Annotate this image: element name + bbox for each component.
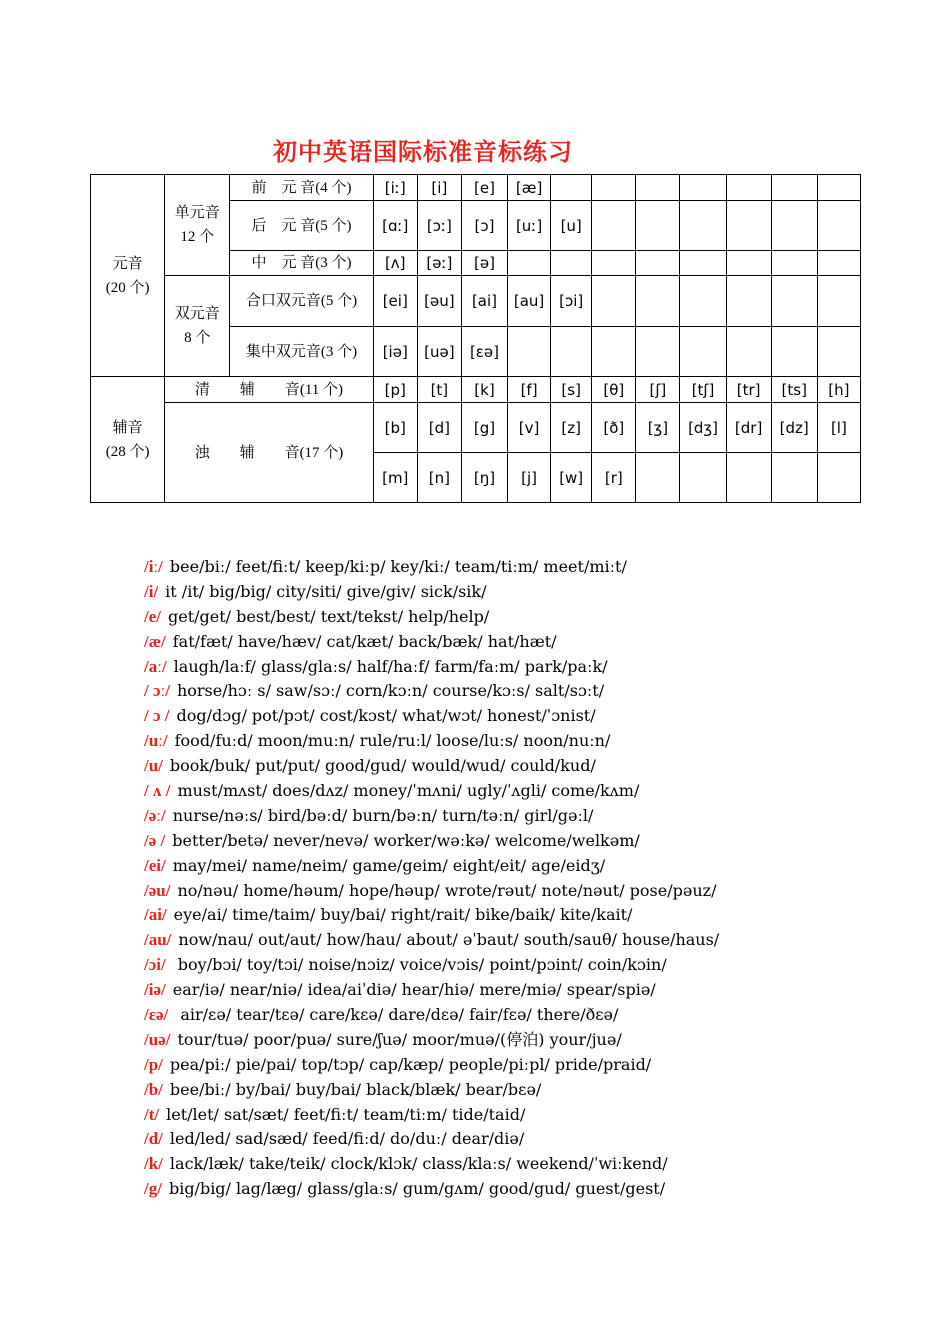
example-words: ear/iə/ near/niə/ idea/aiˈdiə/ hear/hiə/ mere/miə/ spear/spiə/	[172, 980, 656, 1000]
phoneme-symbol: /u/	[144, 756, 163, 776]
phonetic-symbol-cell	[771, 201, 817, 251]
practice-line	[144, 1127, 719, 1152]
phonetic-symbol-cell: [g]	[461, 403, 507, 453]
phonetic-symbol-cell	[636, 175, 680, 201]
example-words: led/led/ sad/sæd/ feed/fiːd/ do/duː/ dear/diə/	[169, 1129, 525, 1149]
phonetic-symbol-cell: [p]	[373, 377, 417, 403]
practice-line	[144, 1078, 719, 1103]
phoneme-symbol: /iə/	[144, 980, 166, 1000]
phonetic-symbol-cell	[680, 276, 726, 327]
phonetic-symbol-cell: [ɔː]	[417, 201, 461, 251]
phonetic-symbol-cell: [r]	[592, 453, 636, 503]
practice-line	[144, 829, 719, 854]
phoneme-symbol: /aː/	[144, 656, 167, 676]
table-row	[91, 377, 861, 403]
phonetic-symbol-cell: [b]	[373, 403, 417, 453]
phonetic-symbol-cell: [u]	[551, 201, 592, 251]
phonetic-symbol-cell: [ɔi]	[551, 276, 592, 327]
phoneme-symbol: / ɔ /	[144, 706, 170, 726]
practice-lines	[144, 555, 719, 1202]
phoneme-symbol: /i/	[144, 581, 159, 601]
phonetic-symbol-cell: [əː]	[417, 251, 461, 276]
phonetic-symbol-cell: [ʌ]	[373, 251, 417, 276]
phonetic-symbol-cell: [ʒ]	[636, 403, 680, 453]
row-label: 清 辅 音(11 个)	[165, 377, 374, 403]
phonetic-symbol-cell	[592, 251, 636, 276]
phonetic-symbol-cell	[726, 175, 771, 201]
practice-line	[144, 605, 719, 630]
phonetic-symbol-cell	[551, 251, 592, 276]
phonetic-symbol-cell: [i]	[417, 175, 461, 201]
row-label: 前 元 音(4 个)	[230, 175, 373, 201]
phonetic-symbol-cell	[680, 327, 726, 377]
phonetic-symbol-cell: [ei]	[373, 276, 417, 327]
practice-line	[144, 1152, 719, 1177]
example-words: tour/tuə/ poor/puə/ sure/ʃuə/ moor/muə/(停泊) your/juə/	[177, 1029, 622, 1049]
practice-line	[144, 555, 719, 580]
phonetic-symbol-cell	[771, 327, 817, 377]
phonetic-symbol-cell: [au]	[508, 276, 551, 327]
phonetic-symbol-cell: [ð]	[592, 403, 636, 453]
diphthong-label-line: 双元音	[174, 306, 220, 322]
phoneme-symbol: /ɔi/	[144, 955, 166, 975]
phonetic-symbol-cell: [l]	[817, 403, 860, 453]
example-words: must/mʌst/ does/dʌz/ money/ˈmʌni/ ugly/ˈʌgli/ come/kʌm/	[177, 781, 640, 801]
consonant-group-label-line: (28 个)	[105, 443, 150, 460]
phonetic-symbol-cell: [iː]	[373, 175, 417, 201]
phonetic-symbol-cell	[726, 453, 771, 503]
practice-line	[144, 1003, 719, 1028]
phoneme-symbol: /e/	[144, 606, 161, 626]
phonetic-symbol-cell	[726, 327, 771, 377]
phonetic-symbol-cell	[817, 251, 860, 276]
practice-line	[144, 928, 719, 953]
phonetic-symbol-cell	[771, 251, 817, 276]
phonetic-symbol-cell	[771, 453, 817, 503]
example-words: air/ɛə/ tear/tɛə/ care/kɛə/ dare/dɛə/ fair/fɛə/ there/ðɛə/	[175, 1005, 619, 1025]
practice-line	[144, 854, 719, 879]
phonetic-symbol-cell: [w]	[551, 453, 592, 503]
practice-line	[144, 953, 719, 978]
phoneme-symbol: /æ/	[144, 631, 166, 651]
example-words: dog/dɔg/ pot/pɔt/ cost/kɔst/ what/wɔt/ honest/ˈɔnist/	[176, 706, 596, 726]
phonetic-symbol-cell: [uː]	[508, 201, 551, 251]
phoneme-symbol: /au/	[144, 930, 172, 950]
example-words: bee/biː/ feet/fiːt/ keep/kiːp/ key/kiː/ team/tiːm/ meet/miːt/	[169, 557, 627, 576]
example-words: may/mei/ name/neim/ game/geim/ eight/eit/ age/eidʒ/	[172, 855, 606, 875]
phonetic-symbol-cell	[551, 175, 592, 201]
phoneme-symbol: /ei/	[144, 855, 166, 875]
phonetic-symbol-cell	[726, 251, 771, 276]
row-label: 浊 辅 音(17 个)	[165, 403, 374, 503]
phonetic-symbol-cell: [əu]	[417, 276, 461, 327]
practice-line	[144, 754, 719, 779]
phonetic-symbol-cell	[817, 453, 860, 503]
example-words: pea/piː/ pie/pai/ top/tɔp/ cap/kæp/ people/piːpl/ pride/praid/	[169, 1054, 652, 1074]
consonant-group-label	[91, 377, 165, 503]
monophthong-label-line: 12 个	[180, 229, 215, 245]
example-words: fat/fæt/ have/hæv/ cat/kæt/ back/bæk/ hat/hæt/	[172, 631, 557, 651]
phonetic-symbol-cell	[817, 175, 860, 201]
phonetic-symbol-cell	[726, 201, 771, 251]
example-words: now/nau/ out/aut/ how/hau/ about/ əˈbaut/ south/sauθ/ house/haus/	[178, 930, 720, 950]
phoneme-symbol: /ɛə/	[144, 1005, 169, 1025]
phonetic-symbol-cell	[508, 327, 551, 377]
phonetic-symbol-cell: [m]	[373, 453, 417, 503]
phonetic-symbol-cell: [f]	[508, 377, 551, 403]
phonetic-symbol-cell	[551, 327, 592, 377]
phonetic-symbol-cell: [θ]	[592, 377, 636, 403]
phonetic-symbol-cell	[680, 201, 726, 251]
phonetic-symbol-cell	[817, 276, 860, 327]
example-words: it /it/ big/big/ city/siti/ give/giv/ sick/sik/	[165, 581, 487, 601]
phonetic-symbol-cell: [k]	[461, 377, 507, 403]
table-row	[91, 175, 861, 201]
example-words: nurse/nəːs/ bird/bəːd/ burn/bəːn/ turn/təːn/ girl/gəːl/	[172, 805, 594, 825]
diphthong-label-line: 8 个	[184, 330, 211, 346]
phonetic-symbol-cell	[771, 276, 817, 327]
phonetic-symbol-cell: [uə]	[417, 327, 461, 377]
table-row	[91, 403, 861, 453]
phoneme-symbol: /b/	[144, 1079, 163, 1099]
phonetic-symbol-cell: [ʃ]	[636, 377, 680, 403]
phonetic-symbol-cell	[636, 201, 680, 251]
practice-line	[144, 580, 719, 605]
practice-line	[144, 1053, 719, 1078]
phoneme-symbol: /g/	[144, 1179, 162, 1199]
vowel-group-label-line: 元音	[112, 255, 143, 272]
phoneme-symbol: /d/	[144, 1129, 163, 1149]
phonetic-symbol-cell: [tr]	[726, 377, 771, 403]
phonetic-symbol-cell: [ə]	[461, 251, 507, 276]
phonetic-symbol-cell: [ts]	[771, 377, 817, 403]
phonetic-symbol-cell	[636, 453, 680, 503]
vowel-group-label	[91, 175, 165, 377]
phonetic-symbol-cell: [ɑː]	[373, 201, 417, 251]
phonetic-symbol-cell	[636, 276, 680, 327]
phonetic-symbol-cell	[592, 175, 636, 201]
phonetic-symbol-cell	[680, 251, 726, 276]
practice-line	[144, 729, 719, 754]
phonetic-symbol-cell	[817, 327, 860, 377]
example-words: get/get/ best/best/ text/tekst/ help/help/	[168, 606, 490, 626]
phonetic-symbol-cell	[726, 276, 771, 327]
phoneme-symbol: / ɔː/	[144, 681, 170, 701]
phoneme-symbol: /t/	[144, 1104, 160, 1124]
row-label: 集中双元音(3 个)	[230, 327, 373, 377]
phonetic-symbol-cell: [dʒ]	[680, 403, 726, 453]
phonetic-symbol-cell	[592, 201, 636, 251]
phonetic-symbol-cell: [ɛə]	[461, 327, 507, 377]
phoneme-symbol: /əː/	[144, 805, 166, 825]
practice-line	[144, 779, 719, 804]
row-label: 后 元 音(5 个)	[230, 201, 373, 251]
phonetic-symbol-cell	[636, 327, 680, 377]
phoneme-symbol: /ə /	[144, 830, 166, 850]
example-words: better/betə/ never/nevə/ worker/wəːkə/ welcome/welkəm/	[172, 830, 640, 850]
practice-line	[144, 1177, 719, 1202]
practice-line	[144, 804, 719, 829]
phonetic-symbol-cell	[508, 251, 551, 276]
phonetic-symbol-cell: [ai]	[461, 276, 507, 327]
diphthong-label	[165, 276, 230, 377]
consonant-group-label-line: 辅音	[112, 419, 143, 436]
phonetic-symbol-cell: [n]	[417, 453, 461, 503]
phonetic-symbol-cell: [z]	[551, 403, 592, 453]
example-words: no/nəu/ home/həum/ hope/həup/ wrote/rəut/ note/nəut/ pose/pəuz/	[177, 880, 717, 900]
vowel-group-label-line: (20 个)	[105, 279, 150, 296]
example-words: book/buk/ put/put/ good/gud/ would/wud/ could/kud/	[169, 756, 596, 776]
phoneme-symbol: /uə/	[144, 1029, 171, 1049]
practice-line	[144, 679, 719, 704]
monophthong-label-line: 单元音	[174, 205, 220, 221]
practice-line	[144, 630, 719, 655]
phonetic-symbol-cell: [h]	[817, 377, 860, 403]
practice-line	[144, 978, 719, 1003]
example-words: big/big/ lag/læg/ glass/glaːs/ gum/gʌm/ good/gud/ guest/gest/	[168, 1179, 666, 1199]
phonetic-symbol-cell	[680, 453, 726, 503]
phoneme-symbol: /iː/	[144, 557, 163, 576]
table-row	[91, 276, 861, 327]
example-words: laugh/laːf/ glass/glaːs/ half/haːf/ farm/faːm/ park/paːk/	[173, 656, 608, 676]
phoneme-symbol: /k/	[144, 1154, 163, 1174]
phonetic-symbol-cell: [s]	[551, 377, 592, 403]
phoneme-symbol: /ai/	[144, 905, 167, 925]
phonetic-symbol-cell: [ŋ]	[461, 453, 507, 503]
example-words: let/let/ sat/sæt/ feet/fiːt/ team/tiːm/ tide/taid/	[166, 1104, 526, 1124]
phonetic-symbol-cell	[636, 251, 680, 276]
practice-line	[144, 704, 719, 729]
phoneme-symbol: /p/	[144, 1054, 163, 1074]
phonetic-table	[90, 174, 861, 503]
phonetic-symbol-cell: [iə]	[373, 327, 417, 377]
phonetic-symbol-cell: [e]	[461, 175, 507, 201]
phonetic-symbol-cell: [tʃ]	[680, 377, 726, 403]
example-words: lack/læk/ take/teik/ clock/klɔk/ class/klaːs/ weekend/ˈwiːkend/	[169, 1154, 668, 1174]
monophthong-label	[165, 175, 230, 276]
phonetic-symbol-cell	[817, 201, 860, 251]
phonetic-symbol-cell	[592, 276, 636, 327]
phoneme-symbol: /uː/	[144, 731, 168, 751]
example-words: bee/biː/ by/bai/ buy/bai/ black/blæk/ bear/bɛə/	[169, 1079, 542, 1099]
phoneme-symbol: /əu/	[144, 880, 171, 900]
phonetic-symbol-cell: [v]	[508, 403, 551, 453]
phonetic-symbol-cell: [dr]	[726, 403, 771, 453]
phonetic-symbol-cell: [æ]	[508, 175, 551, 201]
practice-line	[144, 1103, 719, 1128]
phonetic-symbol-cell: [d]	[417, 403, 461, 453]
phonetic-symbol-cell: [t]	[417, 377, 461, 403]
example-words: horse/hɔː s/ saw/sɔː/ corn/kɔːn/ course/kɔːs/ salt/sɔːt/	[176, 681, 605, 701]
row-label: 中 元 音(3 个)	[230, 251, 373, 276]
practice-line	[144, 1028, 719, 1053]
phonetic-symbol-cell	[771, 175, 817, 201]
page-title: 初中英语国际标准音标练习	[273, 140, 573, 166]
phonetic-symbol-cell: [j]	[508, 453, 551, 503]
practice-line	[144, 879, 719, 904]
example-words: eye/ai/ time/taim/ buy/bai/ right/rait/ bike/baik/ kite/kait/	[173, 905, 633, 925]
row-label: 合口双元音(5 个)	[230, 276, 373, 327]
phonetic-symbol-cell	[680, 175, 726, 201]
phoneme-symbol: / ʌ /	[144, 781, 171, 801]
phonetic-symbol-cell	[592, 327, 636, 377]
phonetic-symbol-cell: [dz]	[771, 403, 817, 453]
example-words: food/fuːd/ moon/muːn/ rule/ruːl/ loose/luːs/ noon/nuːn/	[174, 731, 611, 751]
practice-line	[144, 655, 719, 680]
example-words: boy/bɔi/ toy/tɔi/ noise/nɔiz/ voice/vɔis/ point/pɔint/ coin/kɔin/	[172, 955, 667, 975]
phonetic-symbol-cell: [ɔ]	[461, 201, 507, 251]
practice-line	[144, 903, 719, 928]
